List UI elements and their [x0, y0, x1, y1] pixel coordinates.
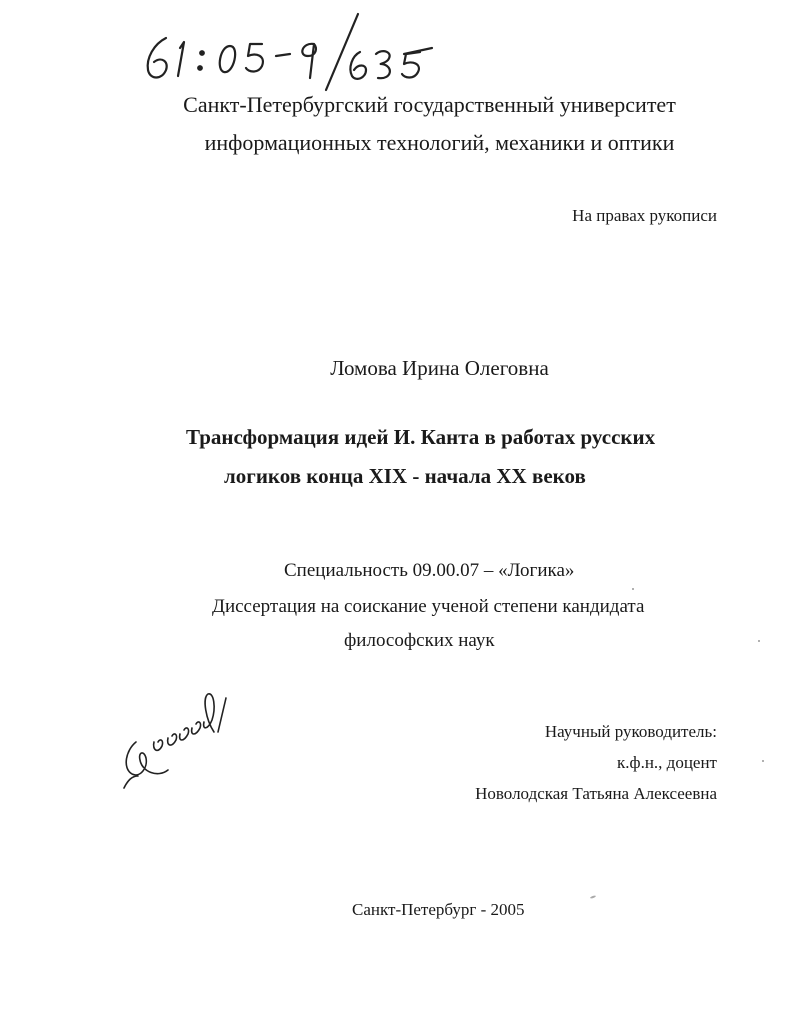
author-name: Ломова Ирина Олеговна	[330, 356, 549, 380]
city-and-year: Санкт-Петербург - 2005	[352, 900, 525, 919]
handwritten-signature	[118, 680, 248, 790]
dissertation-degree-line-1: Диссертация на соискание ученой степени кандидата	[212, 596, 645, 617]
supervisor-degree: к.ф.н., доцент	[617, 753, 717, 772]
dissertation-title-line-1: Трансформация идей И. Канта в работах русских	[186, 425, 656, 449]
scan-speck	[762, 760, 764, 762]
scan-speck	[758, 640, 760, 642]
scan-speck	[632, 588, 634, 590]
handwritten-archive-code	[120, 8, 440, 98]
dissertation-title-line-2: логиков конца XIX - начала XX веков	[224, 464, 586, 488]
dissertation-degree-line-2: философских наук	[344, 630, 495, 651]
specialty: Специальность 09.00.07 – «Логика»	[284, 560, 575, 581]
scan-speck	[590, 895, 596, 899]
university-name-line-2: информационных технологий, механики и оптики	[204, 130, 675, 155]
supervisor-name: Новолодская Татьяна Алексеевна	[475, 784, 717, 803]
manuscript-rights-note: На правах рукописи	[572, 206, 717, 225]
supervisor-label: Научный руководитель:	[544, 722, 717, 741]
university-name-line-1: Санкт-Петербургский государственный университет	[183, 92, 676, 117]
